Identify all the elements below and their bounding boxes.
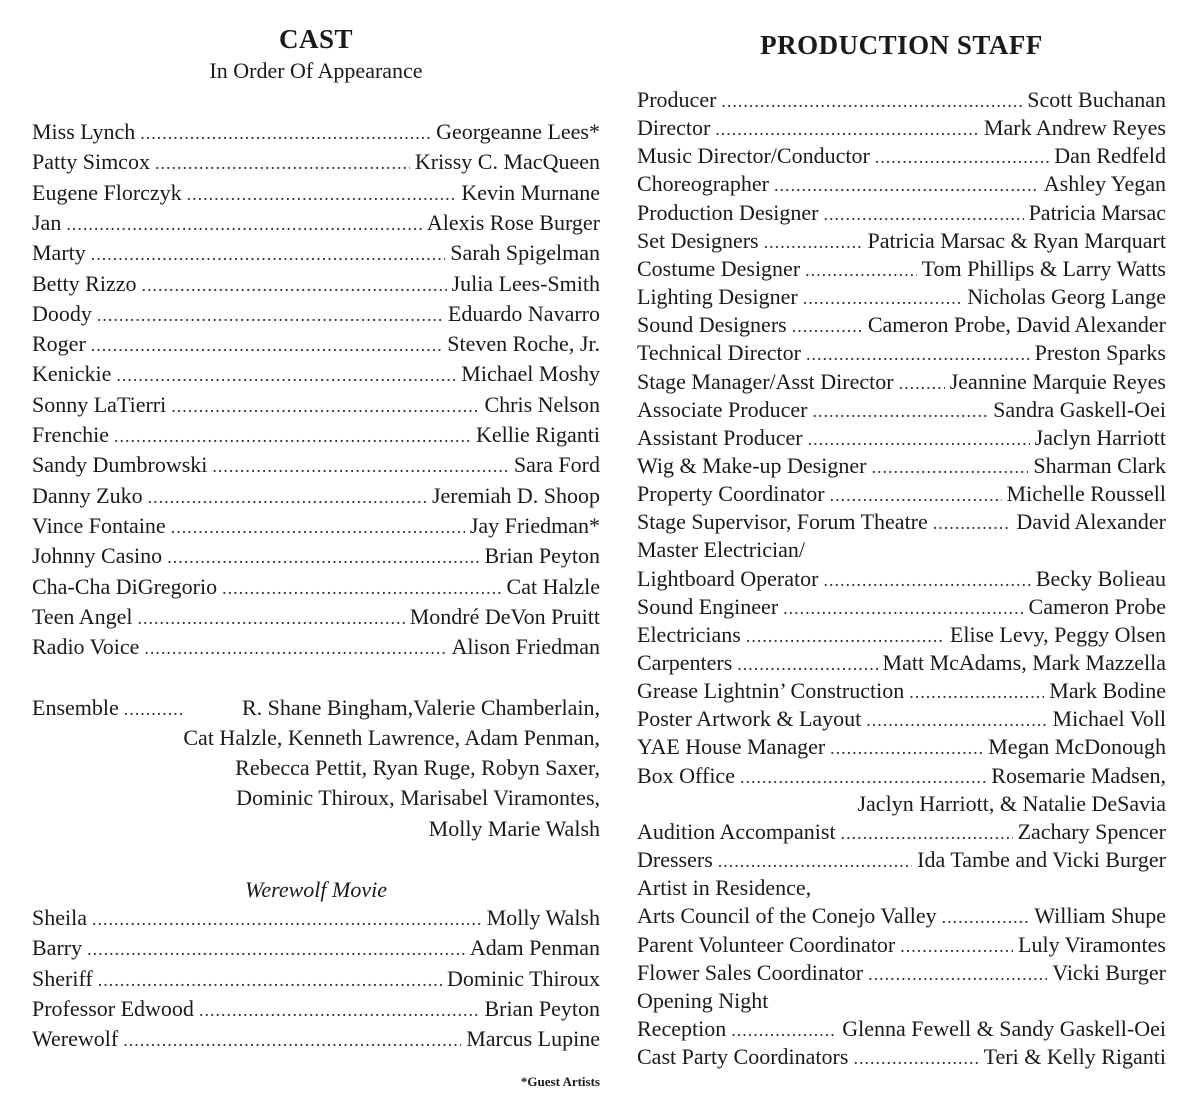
role-label: Wig & Make-up Designer	[637, 452, 867, 478]
leader-dots	[740, 763, 986, 791]
staff-row	[637, 1015, 1166, 1043]
leader-dots	[98, 966, 442, 994]
cast-row	[32, 179, 600, 207]
leader-dots	[731, 1016, 837, 1044]
staff-row	[637, 593, 1166, 621]
leader-dots	[764, 228, 863, 256]
staff-row	[637, 874, 1166, 902]
person-name: Luly Viramontes	[1018, 931, 1166, 957]
cast-title: CAST	[278, 24, 354, 54]
role-label: Werewolf	[32, 1026, 119, 1052]
leader-dots	[715, 115, 979, 143]
staff-row	[637, 480, 1166, 508]
role-label: Poster Artwork & Layout	[637, 706, 862, 732]
leader-dots	[187, 180, 457, 208]
person-name: Kellie Riganti	[475, 422, 600, 447]
person-name: Julia Lees-Smith	[451, 270, 600, 296]
leader-dots	[737, 650, 877, 678]
role-label: Stage Manager/Asst Director	[637, 368, 894, 394]
leader-dots	[141, 271, 446, 299]
staff-row	[637, 621, 1166, 649]
leader-dots	[823, 200, 1023, 228]
leader-dots	[212, 452, 508, 480]
person-name: Molly Walsh	[486, 905, 600, 930]
role-label: Lighting Designer	[637, 284, 798, 310]
role-label: Artist in Residence,	[637, 875, 812, 901]
role-label: Sound Engineer	[637, 593, 779, 619]
leader-dots	[783, 594, 1023, 622]
leader-dots	[721, 87, 1022, 115]
role-label: Producer	[637, 87, 717, 112]
cast-row	[32, 934, 600, 962]
person-name: Dan Redfeld	[1054, 143, 1166, 169]
staff-row	[637, 283, 1166, 311]
role-label: Choreographer	[637, 171, 769, 197]
guest-artists-footnote: *Guest Artists	[520, 1074, 600, 1089]
leader-dots	[808, 425, 1030, 453]
leader-dots	[92, 905, 482, 933]
role-label: Marty	[32, 240, 86, 266]
person-name: Sharman Clark	[1033, 452, 1166, 478]
leader-dots	[123, 1026, 461, 1054]
person-name: Sarah Spigelman	[450, 240, 600, 266]
role-label: Jan	[32, 209, 62, 235]
staff-row	[637, 565, 1166, 593]
cast-row	[32, 542, 600, 570]
staff-row	[637, 931, 1166, 959]
role-label: Electricians	[637, 621, 741, 647]
role-label: Eugene Florczyk	[32, 179, 182, 205]
cast-row	[32, 965, 600, 993]
leader-dots	[823, 566, 1030, 594]
ensemble-line: R. Shane Bingham,Valerie Chamberlain,	[241, 695, 600, 720]
role-label: Parent Volunteer Coordinator	[637, 931, 896, 957]
role-label: Doody	[32, 300, 92, 326]
role-label: YAE House Manager	[637, 734, 826, 760]
staff-row	[637, 987, 1166, 1015]
leader-dots	[805, 256, 916, 284]
staff-row	[637, 1043, 1166, 1071]
leader-dots	[746, 622, 945, 650]
cast-subtitle: In Order Of Appearance	[209, 58, 423, 83]
cast-row	[32, 573, 600, 601]
staff-row	[637, 818, 1166, 846]
person-name: Matt McAdams, Mark Mazzella	[882, 650, 1166, 675]
person-name: Sara Ford	[513, 452, 600, 478]
staff-row	[637, 396, 1166, 424]
staff-row	[637, 368, 1166, 396]
staff-row	[637, 227, 1166, 255]
role-label: Sheriff	[32, 965, 93, 991]
person-name: Cat Halzle	[506, 573, 600, 599]
person-name: Michelle Roussell	[1006, 481, 1166, 507]
person-name: Jay Friedman*	[469, 512, 600, 538]
person-name: Eduardo Navarro	[447, 300, 600, 326]
staff-row	[637, 114, 1166, 142]
cast-row	[32, 300, 600, 328]
person-name: Cameron Probe, David Alexander	[867, 312, 1166, 338]
person-name: Kevin Murnane	[461, 179, 600, 205]
person-name: Cameron Probe	[1028, 593, 1166, 619]
ensemble-label: Ensemble	[32, 695, 119, 720]
staff-row	[637, 846, 1166, 874]
cast-row	[32, 995, 600, 1023]
staff-row	[637, 424, 1166, 452]
leader-dots	[774, 171, 1039, 199]
ensemble-line: Cat Halzle, Kenneth Lawrence, Adam Penman,	[183, 725, 600, 750]
person-name: Jaclyn Harriott	[1034, 424, 1166, 450]
person-name: Mark Andrew Reyes	[983, 115, 1166, 141]
role-label: Flower Sales Coordinator	[637, 959, 864, 985]
person-name: Preston Sparks	[1034, 340, 1166, 366]
leader-dots	[155, 149, 410, 177]
cast-row	[32, 512, 600, 540]
role-label: Frenchie	[32, 422, 109, 447]
person-name: Chris Nelson	[484, 391, 600, 417]
cast-row	[32, 330, 600, 358]
staff-row	[637, 142, 1166, 170]
role-label: Teen Angel	[32, 603, 133, 629]
role-label: Property Coordinator	[637, 481, 825, 507]
role-label: Danny Zuko	[32, 482, 143, 508]
person-name: Scott Buchanan	[1027, 87, 1166, 112]
person-name: Michael Voll	[1052, 706, 1166, 732]
person-name: Patricia Marsac	[1028, 199, 1166, 225]
person-name: Nicholas Georg Lange	[967, 284, 1166, 310]
role-label: Set Designers	[637, 227, 759, 253]
leader-dots	[222, 574, 501, 602]
role-label: Audition Accompanist	[637, 818, 836, 844]
staff-row	[637, 790, 1166, 818]
cast-row	[32, 1025, 600, 1053]
role-label: Radio Voice	[32, 634, 140, 660]
person-name: David Alexander	[1016, 509, 1166, 535]
leader-dots	[830, 481, 1002, 509]
cast-row	[32, 270, 600, 298]
leader-dots	[199, 996, 480, 1024]
leader-dots	[66, 210, 422, 238]
person-name: Mark Bodine	[1049, 678, 1166, 704]
person-name: Becky Bolieau	[1035, 565, 1166, 591]
leader-dots	[144, 634, 446, 662]
role-label: Betty Rizzo	[32, 270, 137, 296]
role-label: Vince Fontaine	[32, 512, 166, 538]
role-label: Miss Lynch	[32, 119, 136, 144]
staff-row	[637, 649, 1166, 677]
leader-dots	[900, 932, 1013, 960]
cast-row	[32, 633, 600, 661]
ensemble-line: Dominic Thiroux, Marisabel Viramontes,	[236, 785, 600, 810]
leader-dots	[899, 369, 945, 397]
leader-dots	[97, 301, 443, 329]
person-name: Steven Roche, Jr.	[447, 331, 600, 357]
ensemble-line: Molly Marie Walsh	[428, 816, 600, 841]
role-label: Opening Night	[637, 987, 769, 1013]
leader-dots	[137, 604, 404, 632]
leader-dots	[792, 312, 863, 340]
role-label: Master Electrician/	[637, 537, 805, 563]
person-name: Michael Moshy	[461, 361, 600, 387]
staff-row	[637, 199, 1166, 227]
role-label: Barry	[32, 935, 83, 961]
staff-row	[637, 705, 1166, 733]
role-label: Patty Simcox	[32, 149, 150, 175]
person-name: Ida Tambe and Vicki Burger	[917, 847, 1166, 873]
leader-dots	[171, 392, 479, 420]
cast-row	[32, 421, 600, 449]
leader-dots	[812, 397, 988, 425]
leader-dots	[124, 695, 182, 723]
staff-row	[637, 170, 1166, 198]
staff-title: PRODUCTION STAFF	[760, 30, 1043, 60]
person-name: Tom Phillips & Larry Watts	[921, 255, 1166, 281]
role-label: Lightboard Operator	[637, 565, 819, 591]
role-label: Box Office	[637, 762, 735, 788]
person-name: Jaclyn Harriott, & Natalie DeSavia	[857, 790, 1166, 816]
cast-row	[32, 482, 600, 510]
leader-dots	[171, 513, 465, 541]
person-name: Marcus Lupine	[466, 1026, 600, 1052]
role-label: Kenickie	[32, 361, 112, 387]
leader-dots	[87, 935, 465, 963]
leader-dots	[806, 340, 1030, 368]
leader-dots	[803, 284, 963, 312]
cast-row	[32, 391, 600, 419]
person-name: Jeannine Marquie Reyes	[949, 368, 1166, 394]
person-name: Adam Penman	[469, 935, 600, 961]
cast-row	[32, 148, 600, 176]
leader-dots	[114, 422, 471, 450]
role-label: Stage Supervisor, Forum Theatre	[637, 509, 928, 535]
leader-dots	[853, 1044, 978, 1072]
person-name: Vicki Burger	[1052, 959, 1166, 985]
role-label: Sheila	[32, 905, 87, 930]
person-name: Teri & Kelly Riganti	[983, 1044, 1166, 1070]
person-name: Dominic Thiroux	[447, 965, 600, 991]
leader-dots	[868, 960, 1047, 988]
leader-dots	[140, 119, 431, 147]
cast-row	[32, 451, 600, 479]
person-name: Alexis Rose Burger	[426, 209, 600, 235]
person-name: William Shupe	[1034, 903, 1166, 929]
ensemble-line: Rebecca Pettit, Ryan Ruge, Robyn Saxer,	[235, 755, 600, 780]
role-label: Director	[637, 115, 711, 141]
person-name: Sandra Gaskell-Oei	[993, 396, 1166, 422]
staff-row	[637, 339, 1166, 367]
person-name: Megan McDonough	[988, 734, 1166, 760]
role-label: Reception	[637, 1015, 727, 1041]
role-label: Arts Council of the Conejo Valley	[637, 903, 937, 929]
cast-row	[32, 209, 600, 237]
cast-row	[32, 904, 600, 932]
staff-row	[637, 311, 1166, 339]
leader-dots	[148, 483, 427, 511]
person-name: Glenna Fewell & Sandy Gaskell-Oei	[842, 1015, 1166, 1041]
role-label: Music Director/Conductor	[637, 143, 870, 169]
role-label: Production Designer	[637, 199, 819, 225]
leader-dots	[91, 240, 446, 268]
role-label: Sandy Dumbrowski	[32, 452, 208, 478]
staff-row	[637, 86, 1166, 114]
staff-row	[637, 959, 1166, 987]
role-label: Sonny LaTierri	[32, 391, 167, 417]
cast-row	[32, 603, 600, 631]
cast-row	[32, 360, 600, 388]
movie-title: Werewolf Movie	[245, 877, 387, 902]
cast-row	[32, 239, 600, 267]
leader-dots	[116, 361, 456, 389]
staff-row	[637, 733, 1166, 761]
role-label: Professor Edwood	[32, 995, 194, 1021]
leader-dots	[933, 509, 1012, 537]
leader-dots	[909, 678, 1044, 706]
leader-dots	[841, 819, 1013, 847]
person-name: Zachary Spencer	[1017, 818, 1166, 844]
role-label: Roger	[32, 331, 86, 357]
person-name: Alison Friedman	[451, 634, 600, 660]
role-label: Associate Producer	[637, 396, 808, 422]
role-label: Cha-Cha DiGregorio	[32, 573, 218, 599]
role-label: Johnny Casino	[32, 543, 163, 569]
person-name: Patricia Marsac & Ryan Marquart	[867, 227, 1166, 253]
cast-row	[32, 118, 600, 146]
leader-dots	[866, 706, 1047, 734]
staff-row	[637, 452, 1166, 480]
person-name: Krissy C. MacQueen	[414, 149, 600, 175]
role-label: Dressers	[637, 847, 713, 873]
role-label: Costume Designer	[637, 255, 801, 281]
role-label: Cast Party Coordinators	[637, 1044, 849, 1070]
staff-row	[637, 762, 1166, 790]
role-label: Technical Director	[637, 340, 801, 366]
person-name: Rosemarie Madsen,	[991, 762, 1166, 788]
leader-dots	[91, 331, 442, 359]
leader-dots	[875, 143, 1049, 171]
ensemble-row	[32, 694, 600, 722]
person-name: Brian Peyton	[484, 543, 600, 569]
role-label: Assistant Producer	[637, 424, 803, 450]
person-name: Jeremiah D. Shoop	[431, 482, 600, 508]
person-name: Elise Levy, Peggy Olsen	[949, 621, 1166, 647]
staff-row	[637, 902, 1166, 930]
staff-row	[637, 508, 1166, 536]
leader-dots	[942, 903, 1030, 931]
staff-row	[637, 536, 1166, 564]
role-label: Sound Designers	[637, 312, 787, 338]
staff-row	[637, 255, 1166, 283]
person-name: Mondré DeVon Pruitt	[409, 603, 600, 629]
person-name: Ashley Yegan	[1043, 171, 1166, 197]
leader-dots	[871, 453, 1028, 481]
person-name: Brian Peyton	[484, 995, 600, 1021]
person-name: Georgeanne Lees*	[436, 119, 600, 144]
staff-row	[637, 677, 1166, 705]
role-label: Grease Lightnin’ Construction	[637, 678, 905, 704]
leader-dots	[830, 734, 983, 762]
leader-dots	[718, 847, 912, 875]
role-label: Carpenters	[637, 650, 733, 675]
leader-dots	[167, 543, 479, 571]
